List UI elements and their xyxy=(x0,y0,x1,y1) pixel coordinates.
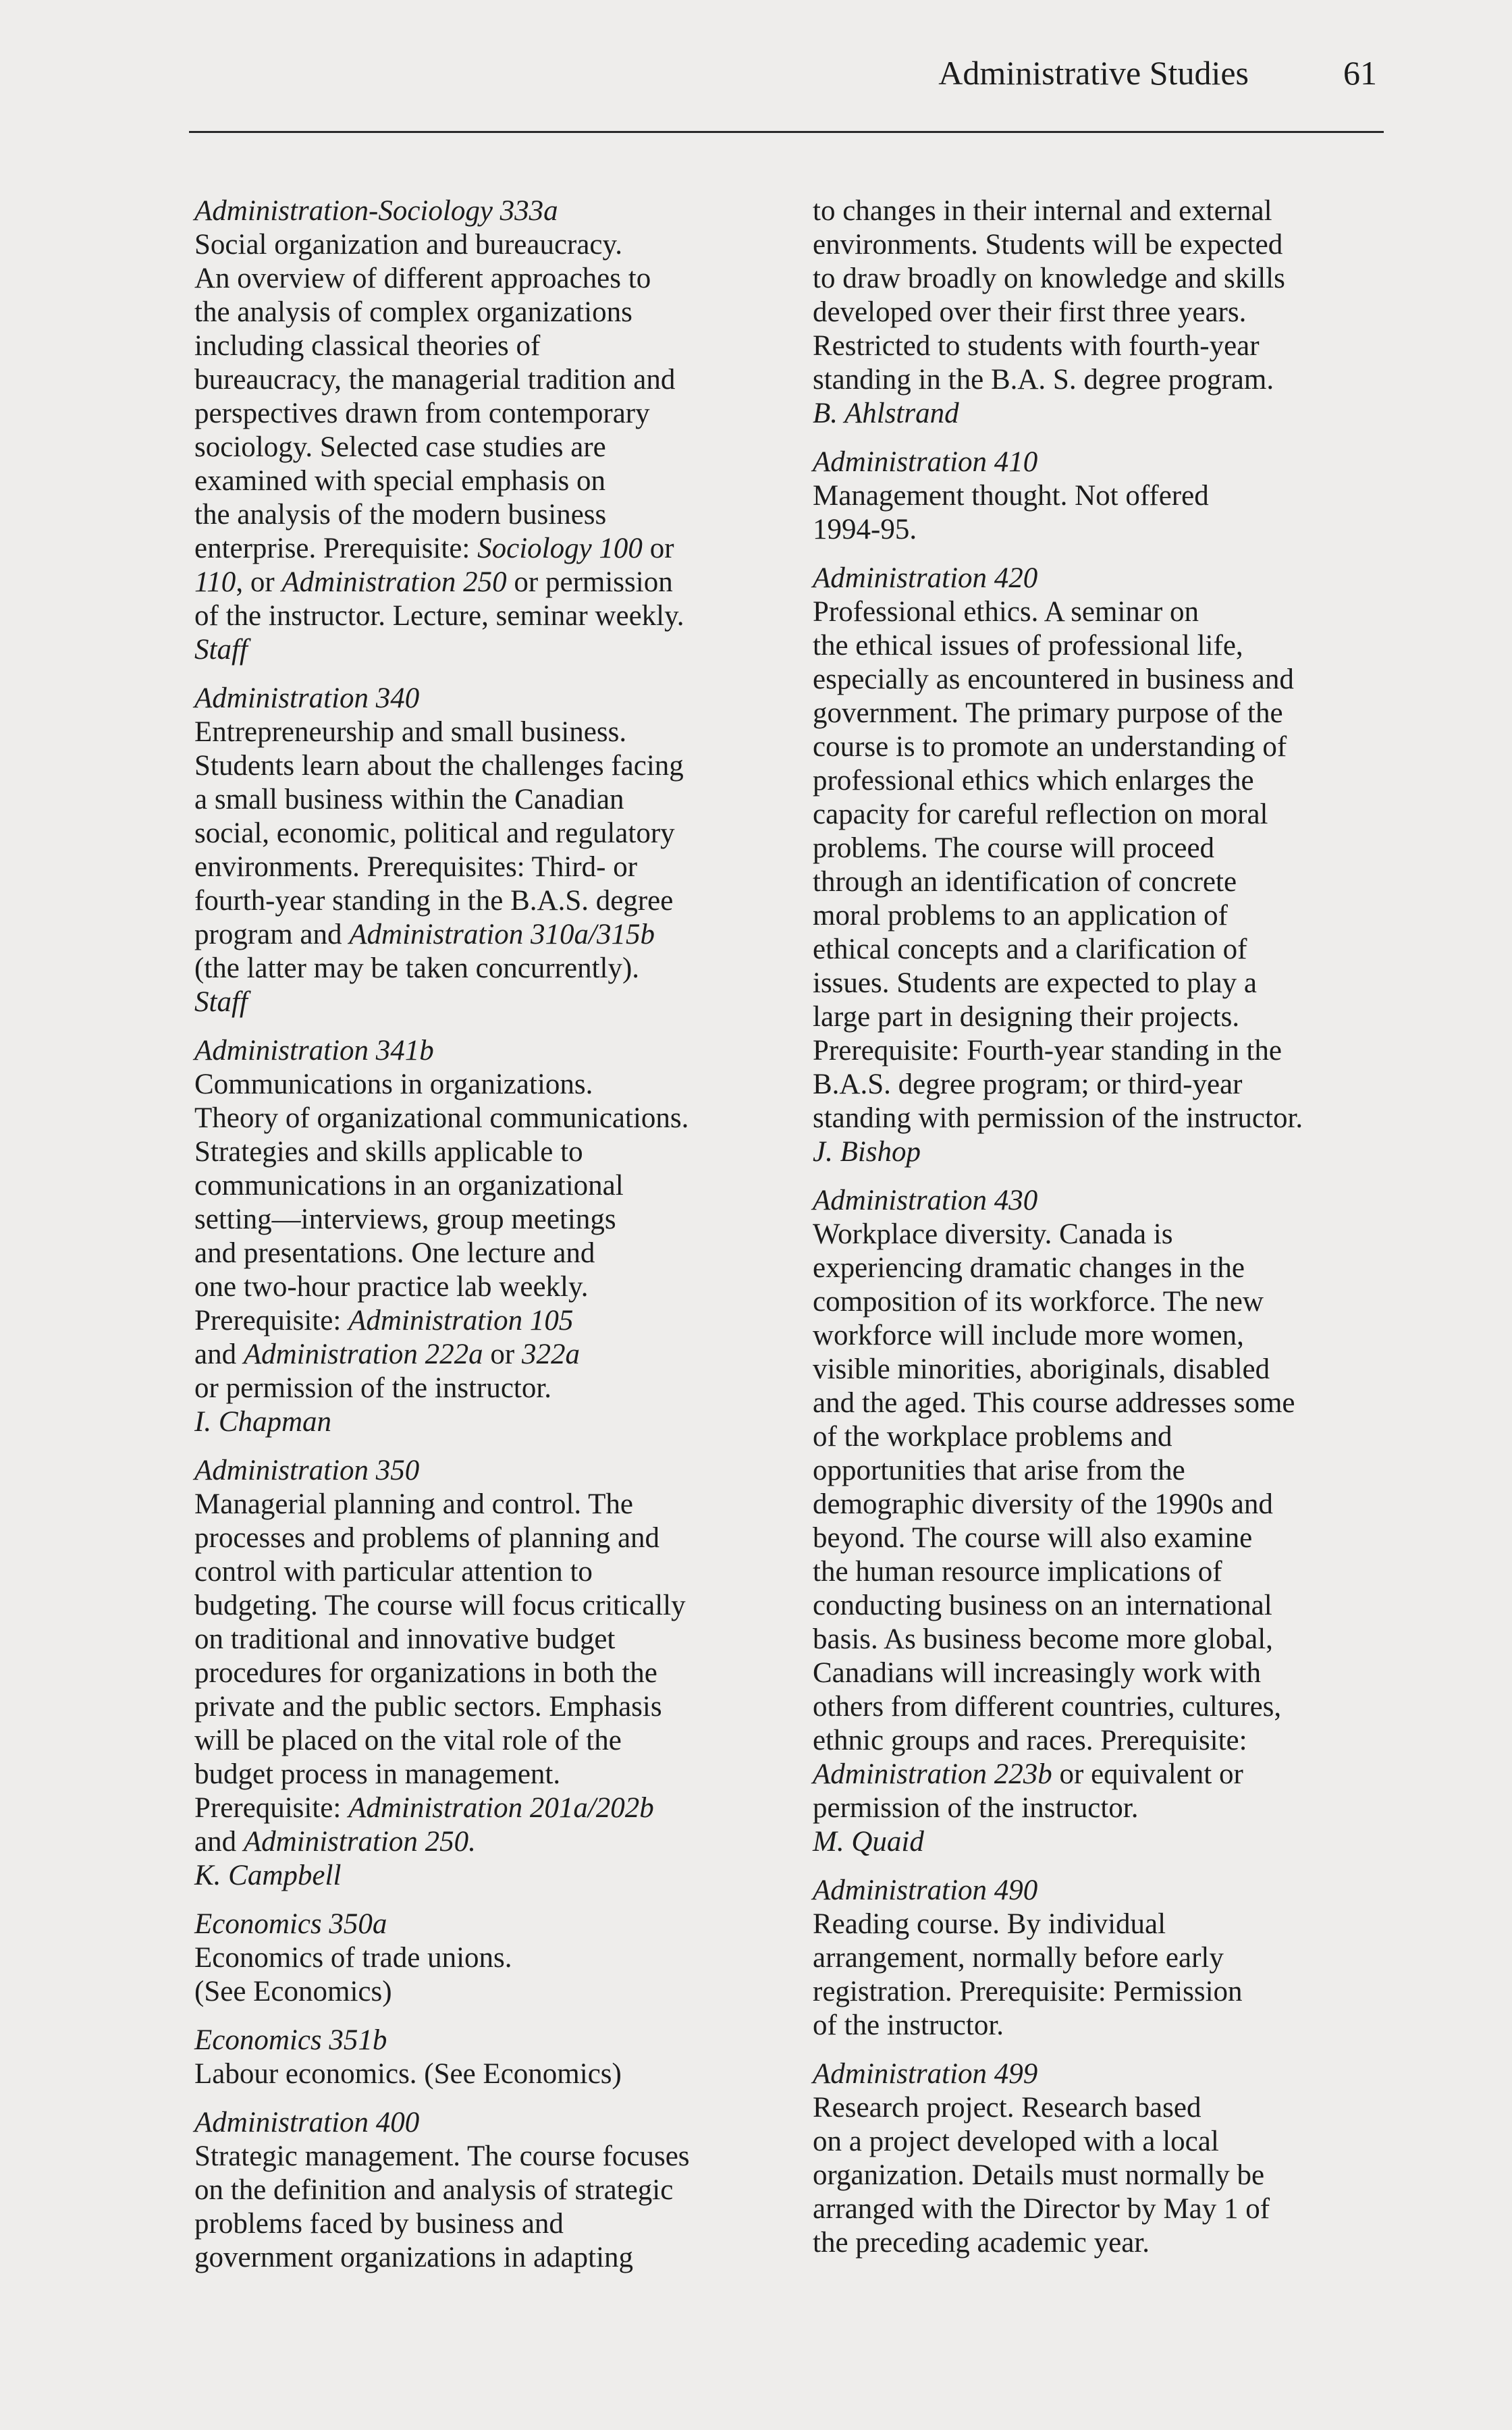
text-line xyxy=(194,749,775,783)
body-text: 1994-95. xyxy=(813,514,917,545)
body-text: Social organization and bureaucracy. xyxy=(194,229,622,261)
text-line xyxy=(813,296,1393,329)
text-line xyxy=(194,1304,775,1338)
text-line xyxy=(813,764,1393,798)
text-line xyxy=(813,194,1393,228)
text-line xyxy=(194,1859,775,1893)
body-text: including classical theories of xyxy=(194,330,541,362)
text-line xyxy=(813,479,1393,513)
text-line xyxy=(194,1623,775,1656)
body-text: Managerial planning and control. The xyxy=(194,1488,633,1520)
italic-text: K. Campbell xyxy=(194,1860,342,1891)
body-text: permission of the instructor. xyxy=(813,1792,1139,1824)
text-line xyxy=(194,2140,775,2174)
body-text: environments. Students will be expected xyxy=(813,229,1283,261)
text-line xyxy=(194,228,775,262)
text-line xyxy=(194,1034,775,1068)
text-line xyxy=(194,633,775,667)
text-line xyxy=(813,2125,1393,2159)
text-line xyxy=(194,464,775,498)
body-text: others from different countries, cultures, xyxy=(813,1691,1282,1723)
text-line xyxy=(813,798,1393,832)
text-line xyxy=(813,865,1393,899)
text-line xyxy=(813,1874,1393,1908)
body-text: Communications in organizations. xyxy=(194,1069,593,1100)
running-title: Administrative Studies xyxy=(938,54,1249,92)
text-line xyxy=(813,1623,1393,1656)
body-text: and xyxy=(194,1826,244,1858)
italic-text: Sociology 100 xyxy=(477,533,643,564)
text-line xyxy=(194,1405,775,1439)
body-text: (See Economics) xyxy=(194,1976,392,2007)
text-line xyxy=(813,663,1393,697)
text-line xyxy=(194,194,775,228)
text-line xyxy=(194,952,775,986)
body-text: standing with permission of the instructor. xyxy=(813,1102,1303,1134)
page-number: 61 xyxy=(1343,54,1377,92)
text-line xyxy=(194,2024,775,2057)
italic-text: Administration 310a/315b xyxy=(349,919,655,950)
text-line xyxy=(194,1908,775,1941)
body-text: experiencing dramatic changes in the xyxy=(813,1252,1245,1284)
body-text: examined with special emphasis on xyxy=(194,465,606,497)
text-line xyxy=(813,1353,1393,1386)
text-line xyxy=(813,899,1393,933)
text-line xyxy=(194,1758,775,1791)
body-text: capacity for careful reflection on moral xyxy=(813,799,1268,830)
text-line xyxy=(813,1555,1393,1589)
text-line xyxy=(194,363,775,397)
text-line xyxy=(813,2009,1393,2043)
body-text: standing in the B.A. S. degree program. xyxy=(813,364,1274,396)
italic-text: Staff xyxy=(194,986,248,1018)
body-text: program and xyxy=(194,919,350,950)
body-text: Theory of organizational communications. xyxy=(194,1102,689,1134)
text-line xyxy=(194,1372,775,1405)
body-text: or permission of the instructor. xyxy=(194,1372,552,1404)
course-entry xyxy=(813,1874,1393,2043)
text-line xyxy=(194,1791,775,1825)
body-text: conducting business on an international xyxy=(813,1590,1272,1621)
text-line xyxy=(194,2241,775,2275)
italic-text: Administration 250. xyxy=(243,1826,476,1858)
body-text: demographic diversity of the 1990s and xyxy=(813,1488,1273,1520)
body-text: arrangement, normally before early xyxy=(813,1942,1224,1974)
text-line xyxy=(194,1338,775,1372)
text-line xyxy=(813,1454,1393,1488)
text-line xyxy=(813,1386,1393,1420)
body-text: or xyxy=(483,1339,522,1370)
text-line xyxy=(813,1068,1393,1102)
body-text: the preceding academic year. xyxy=(813,2227,1150,2259)
body-text: Canadians will increasingly work with xyxy=(813,1657,1261,1689)
text-line xyxy=(194,262,775,296)
italic-text: Administration 430 xyxy=(813,1185,1038,1216)
italic-text: Administration 410 xyxy=(813,446,1038,478)
text-line xyxy=(194,1135,775,1169)
italic-text: Staff xyxy=(194,634,248,666)
text-line xyxy=(813,1908,1393,1941)
body-text: bureaucracy, the managerial tradition and xyxy=(194,364,676,396)
text-line xyxy=(194,1488,775,1521)
body-text: registration. Prerequisite: Permission xyxy=(813,1976,1243,2007)
text-line xyxy=(194,850,775,884)
text-line xyxy=(813,2057,1393,2091)
body-text: Economics of trade unions. xyxy=(194,1942,512,1974)
text-line xyxy=(813,595,1393,629)
course-entry xyxy=(194,1034,775,1439)
body-text: of the instructor. xyxy=(813,2009,1004,2041)
body-text: problems faced by business and xyxy=(194,2208,564,2240)
text-line xyxy=(813,933,1393,967)
text-line xyxy=(813,730,1393,764)
body-text: and presentations. One lecture and xyxy=(194,1237,595,1269)
text-line xyxy=(813,262,1393,296)
course-entry xyxy=(194,682,775,1019)
text-line xyxy=(813,1102,1393,1135)
text-line xyxy=(194,716,775,749)
text-line xyxy=(813,1319,1393,1353)
text-line xyxy=(813,2091,1393,2125)
course-entry xyxy=(194,194,775,667)
italic-text: Administration 400 xyxy=(194,2107,420,2138)
text-line xyxy=(194,397,775,431)
body-text: the analysis of the modern business xyxy=(194,499,607,531)
text-line xyxy=(194,1555,775,1589)
italic-text: M. Quaid xyxy=(813,1826,924,1858)
text-line xyxy=(813,397,1393,431)
body-text: or xyxy=(642,533,674,564)
course-entry xyxy=(813,1184,1393,1859)
body-text: ethnic groups and races. Prerequisite: xyxy=(813,1725,1247,1756)
body-text: processes and problems of planning and xyxy=(194,1522,660,1554)
italic-text: Administration 340 xyxy=(194,682,420,714)
body-text: the analysis of complex organizations xyxy=(194,296,632,328)
text-line xyxy=(813,1825,1393,1859)
body-text: to draw broadly on knowledge and skills xyxy=(813,263,1285,294)
italic-text: I. Chapman xyxy=(194,1406,332,1438)
body-text: opportunities that arise from the xyxy=(813,1455,1185,1486)
body-text: , or xyxy=(236,566,282,598)
italic-text: Administration 201a/202b xyxy=(348,1792,654,1824)
text-line xyxy=(813,1690,1393,1724)
course-entry xyxy=(194,2024,775,2091)
body-text: through an identification of concrete xyxy=(813,866,1237,898)
course-entry xyxy=(194,1454,775,1893)
text-line xyxy=(194,296,775,329)
body-text: organization. Details must normally be xyxy=(813,2159,1265,2191)
text-line xyxy=(813,1218,1393,1251)
body-text: workforce will include more women, xyxy=(813,1320,1244,1351)
text-line xyxy=(194,1454,775,1488)
text-line xyxy=(194,498,775,532)
text-line xyxy=(194,431,775,464)
body-text: large part in designing their projects. xyxy=(813,1001,1240,1033)
italic-text: Administration 222a xyxy=(243,1339,483,1370)
text-line xyxy=(194,1975,775,2009)
text-line xyxy=(813,1184,1393,1218)
body-text: on traditional and innovative budget xyxy=(194,1623,616,1655)
text-line xyxy=(194,1237,775,1270)
body-text: and xyxy=(194,1339,244,1370)
body-text: control with particular attention to xyxy=(194,1556,593,1588)
text-line xyxy=(813,1521,1393,1555)
body-text: An overview of different approaches to xyxy=(194,263,651,294)
italic-text: 110 xyxy=(194,566,236,598)
italic-text: Administration 420 xyxy=(813,562,1038,594)
body-text: (the latter may be taken concurrently). xyxy=(194,952,640,984)
italic-text: 322a xyxy=(521,1339,580,1370)
italic-text: Economics 350a xyxy=(194,1908,387,1940)
text-line xyxy=(813,1791,1393,1825)
text-line xyxy=(813,967,1393,1000)
body-text: Research project. Research based xyxy=(813,2092,1202,2124)
text-line xyxy=(813,1724,1393,1758)
text-line xyxy=(813,228,1393,262)
body-text: or permission xyxy=(506,566,673,598)
text-line xyxy=(194,1102,775,1135)
text-line xyxy=(194,1589,775,1623)
italic-text: B. Ahlstrand xyxy=(813,398,959,429)
text-line xyxy=(813,363,1393,397)
text-line xyxy=(194,2057,775,2091)
italic-text: Economics 351b xyxy=(194,2024,387,2056)
italic-text: J. Bishop xyxy=(813,1136,921,1168)
text-line xyxy=(813,1135,1393,1169)
page-header xyxy=(189,40,1384,133)
text-line xyxy=(813,832,1393,865)
body-text: course is to promote an understanding of xyxy=(813,731,1287,763)
text-line xyxy=(194,1169,775,1203)
body-text: especially as encountered in business and xyxy=(813,664,1294,695)
body-text: visible minorities, aboriginals, disabled xyxy=(813,1353,1270,1385)
body-text: or equivalent or xyxy=(1052,1758,1243,1790)
text-line xyxy=(813,1420,1393,1454)
body-text: will be placed on the vital role of the xyxy=(194,1725,622,1756)
body-text: fourth-year standing in the B.A.S. degree xyxy=(194,885,674,917)
body-text: procedures for organizations in both the xyxy=(194,1657,657,1689)
italic-text: Administration 499 xyxy=(813,2058,1038,2090)
body-text: and the aged. This course addresses some xyxy=(813,1387,1295,1419)
text-line xyxy=(813,2226,1393,2260)
body-text: government organizations in adapting xyxy=(194,2242,634,2273)
body-text: communications in an organizational xyxy=(194,1170,624,1202)
body-text: Workplace diversity. Canada is xyxy=(813,1218,1173,1250)
body-text: budgeting. The course will focus critically xyxy=(194,1590,686,1621)
text-line xyxy=(813,1758,1393,1791)
body-text: of the workplace problems and xyxy=(813,1421,1172,1453)
text-line xyxy=(813,1285,1393,1319)
body-text: private and the public sectors. Emphasis xyxy=(194,1691,662,1723)
body-text: sociology. Selected case studies are xyxy=(194,431,606,463)
text-line xyxy=(194,1724,775,1758)
text-line xyxy=(194,566,775,599)
body-text: enterprise. Prerequisite: xyxy=(194,533,478,564)
body-text: of the instructor. Lecture, seminar weekly. xyxy=(194,600,684,632)
text-line xyxy=(194,2207,775,2241)
text-line xyxy=(194,817,775,850)
body-text: Entrepreneurship and small business. xyxy=(194,716,627,748)
text-line xyxy=(813,1941,1393,1975)
body-text: ethical concepts and a clarification of xyxy=(813,934,1247,965)
text-line xyxy=(813,2159,1393,2192)
body-text: Students learn about the challenges facing xyxy=(194,750,684,782)
body-text: budget process in management. xyxy=(194,1758,561,1790)
body-text: Prerequisite: xyxy=(194,1792,349,1824)
body-text: moral problems to an application of xyxy=(813,900,1228,932)
course-entry xyxy=(813,194,1393,431)
right-column xyxy=(813,194,1393,2275)
text-line xyxy=(194,2106,775,2140)
text-line xyxy=(194,1270,775,1304)
text-line xyxy=(813,562,1393,595)
body-text: Professional ethics. A seminar on xyxy=(813,596,1199,628)
italic-text: Administration-Sociology 333a xyxy=(194,195,558,227)
italic-text: Administration 105 xyxy=(348,1305,574,1336)
body-text: on a project developed with a local xyxy=(813,2126,1219,2157)
text-line xyxy=(813,1034,1393,1068)
body-text: Prerequisite: xyxy=(194,1305,349,1336)
body-text: Prerequisite: Fourth-year standing in the xyxy=(813,1035,1282,1066)
text-line xyxy=(194,918,775,952)
course-entry xyxy=(194,1908,775,2009)
text-line xyxy=(813,629,1393,663)
body-text: perspectives drawn from contemporary xyxy=(194,398,650,429)
body-text: Restricted to students with fourth-year xyxy=(813,330,1260,362)
italic-text: Administration 350 xyxy=(194,1455,420,1486)
text-line xyxy=(813,446,1393,479)
body-text: Labour economics. (See Economics) xyxy=(194,2058,622,2090)
italic-text: Administration 223b xyxy=(813,1758,1052,1790)
text-line xyxy=(194,2174,775,2207)
text-line xyxy=(813,697,1393,730)
text-line xyxy=(194,1656,775,1690)
body-text: B.A.S. degree program; or third-year xyxy=(813,1069,1243,1100)
course-entry xyxy=(813,446,1393,547)
text-line xyxy=(194,1203,775,1237)
body-text: arranged with the Director by May 1 of xyxy=(813,2193,1270,2225)
body-text: Management thought. Not offered xyxy=(813,480,1209,512)
course-entry xyxy=(194,2106,775,2275)
body-text: professional ethics which enlarges the xyxy=(813,765,1254,796)
text-line xyxy=(194,1690,775,1724)
text-line xyxy=(194,1521,775,1555)
italic-text: Administration 250 xyxy=(281,566,507,598)
body-text: beyond. The course will also examine xyxy=(813,1522,1253,1554)
body-text: issues. Students are expected to play a xyxy=(813,967,1257,999)
body-text: environments. Prerequisites: Third- or xyxy=(194,851,638,883)
text-line xyxy=(194,884,775,918)
body-text: problems. The course will proceed xyxy=(813,832,1215,864)
text-line xyxy=(194,1825,775,1859)
body-text: the human resource implications of xyxy=(813,1556,1222,1588)
italic-text: Administration 341b xyxy=(194,1035,434,1066)
body-text: Reading course. By individual xyxy=(813,1908,1166,1940)
italic-text: Administration 490 xyxy=(813,1874,1038,1906)
body-text: composition of its workforce. The new xyxy=(813,1286,1264,1318)
body-text: social, economic, political and regulatory xyxy=(194,817,675,849)
text-line xyxy=(813,1656,1393,1690)
left-column xyxy=(194,194,775,2290)
text-line xyxy=(813,329,1393,363)
text-line xyxy=(813,1000,1393,1034)
body-text: government. The primary purpose of the xyxy=(813,697,1283,729)
text-line xyxy=(813,1589,1393,1623)
body-text: on the definition and analysis of strategic xyxy=(194,2174,674,2206)
body-text: Strategies and skills applicable to xyxy=(194,1136,583,1168)
text-line xyxy=(194,783,775,817)
text-line xyxy=(813,2192,1393,2226)
text-line xyxy=(194,986,775,1019)
body-text: basis. As business become more global, xyxy=(813,1623,1273,1655)
course-entry xyxy=(813,562,1393,1169)
body-text: a small business within the Canadian xyxy=(194,784,624,815)
text-line xyxy=(194,1068,775,1102)
text-line xyxy=(194,682,775,716)
text-line xyxy=(194,599,775,633)
text-line xyxy=(813,1975,1393,2009)
text-line xyxy=(813,1488,1393,1521)
text-line xyxy=(194,329,775,363)
body-text: Strategic management. The course focuses xyxy=(194,2140,690,2172)
body-text: one two-hour practice lab weekly. xyxy=(194,1271,589,1303)
body-text: the ethical issues of professional life, xyxy=(813,630,1243,662)
body-text: setting—interviews, group meetings xyxy=(194,1204,616,1235)
body-text: developed over their first three years. xyxy=(813,296,1247,328)
text-line xyxy=(813,1251,1393,1285)
text-line xyxy=(813,513,1393,547)
course-entry xyxy=(813,2057,1393,2260)
body-text: to changes in their internal and external xyxy=(813,195,1272,227)
text-line xyxy=(194,1941,775,1975)
text-line xyxy=(194,532,775,566)
